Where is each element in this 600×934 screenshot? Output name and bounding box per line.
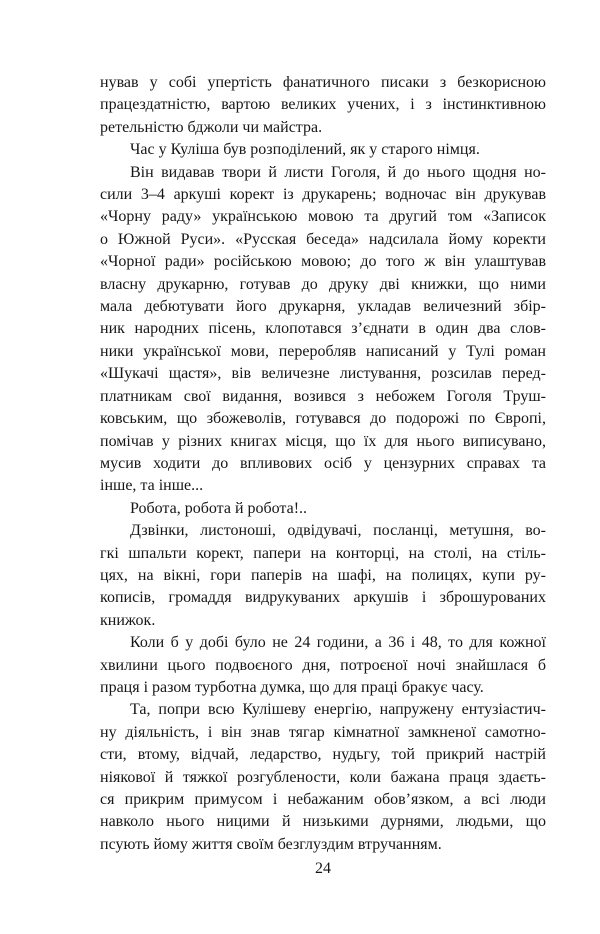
text-line: «Чорну раду» українською мовою та другий том «Записок	[100, 208, 546, 226]
text-line: платникам свої видання, возився з небожем Гоголя Труш-	[100, 387, 546, 405]
paragraph	[100, 498, 546, 520]
text-line: сти, втому, відчай, ледарство, нудьгу, той прикрий настрій	[100, 746, 546, 764]
text-line: Та, попри всю Кулішеву енергію, напружену ентузіастич-	[130, 701, 546, 719]
text-line: ніякової й тяжкої розгублености, коли бажана праця здаєть-	[100, 768, 546, 786]
text-line: Робота, робота й робота!..	[130, 499, 308, 517]
paragraph	[100, 72, 546, 139]
text-line: хвилини цього подвоєного дня, потроєної ночі знайшлася б	[100, 656, 546, 674]
text-line: псують йому життя своїм безглуздим втручанням.	[100, 835, 442, 853]
text-line: «Чорної ради» російською мовою; до того ж він улаштував	[100, 253, 546, 271]
text-line: працездатністю, вартою великих учених, і з інстинктивною	[100, 96, 546, 114]
text-line: Коли б у добі було не 24 години, а 36 і 48, то для кожної	[130, 634, 546, 652]
text-line: навколо нього ницими й низькими дурнями, людьми, що	[100, 813, 546, 831]
paragraph	[100, 139, 546, 161]
text-line: книжок.	[100, 611, 156, 629]
text-line: ник народних пісень, клопотався з’єднати в один два слов-	[100, 320, 546, 338]
text-line: ну діяльність, і він знав тягар кімнатної замкненої самотно-	[100, 723, 546, 741]
text-line: праця і разом турботна думка, що для праці бракує часу.	[100, 678, 484, 696]
text-line: мусив ходити до впливових осіб у цензурних справах та	[100, 454, 546, 472]
text-line: ретельністю бджоли чи майстра.	[100, 118, 323, 136]
text-line: ковським, що збожеволів, готувався до подорожі по Європі,	[100, 410, 546, 428]
paragraph	[100, 162, 546, 498]
text-line: сили 3–4 аркуші корект із друкарень; водночас він друкував	[100, 186, 546, 204]
text-line: о Южной Руси». «Русская беседа» надсилала йому коректи	[100, 230, 546, 248]
paragraph	[100, 699, 546, 856]
paragraph	[100, 520, 546, 632]
text-line: нував у собі упертість фанатичного писаки з безкорисною	[100, 74, 546, 91]
text-line: цях, на вікні, гори паперів на шафі, на полицях, купи ру-	[100, 566, 546, 584]
text-line: інше, та інше...	[100, 477, 204, 495]
text-line: ники української мови, переробляв написаний у Тулі роман	[100, 342, 546, 360]
text-line: помічав у різних книгах місця, що їх для нього виписувано,	[100, 432, 546, 450]
page-number: 24	[315, 860, 331, 877]
text-line: гкі шпальти корект, папери на конторці, на столі, на стіль-	[100, 544, 546, 562]
text-line: Час у Куліша був розподілений, як у старого німця.	[130, 141, 480, 159]
paragraph	[100, 632, 546, 699]
text-line: власну друкарню, готував до друку дві книжки, що ними	[100, 275, 546, 293]
text-block	[100, 72, 546, 856]
text-line: кописів, громаддя видрукуваних аркушів і зброшурованих	[100, 589, 546, 607]
text-line: мала дебютувати його друкарня, укладав величезний збір-	[100, 298, 546, 316]
text-line: ся прикрим примусом і небажаним обов’язком, а всі люди	[100, 791, 546, 808]
text-line: «Шукачі щастя», вів величезне листування, розсилав перед-	[100, 365, 546, 383]
text-line: Дзвінки, листоноші, одвідувачі, посланці, метушня, во-	[130, 522, 546, 540]
text-line: Він видавав твори й листи Гоголя, й до нього щодня но-	[130, 163, 546, 181]
